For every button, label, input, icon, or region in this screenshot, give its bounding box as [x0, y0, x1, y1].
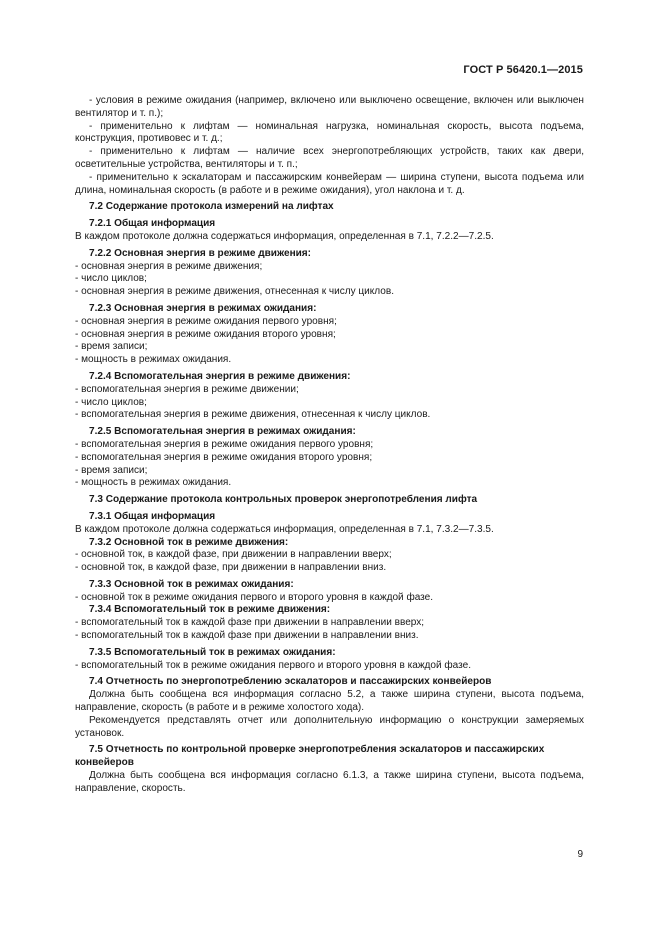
- subsection-heading-7-2-3: 7.2.3 Основная энергия в режимах ожидания:: [89, 302, 317, 314]
- subsection-heading-7-3-3: 7.3.3 Основной ток в режимах ожидания:: [89, 578, 294, 590]
- list-item: - условия в режиме ожидания (например, включено или выключено освещение, включен или выключен вентилятор и т. п.);: [75, 95, 584, 119]
- list-item: - вспомогательный ток в каждой фазе при движении в направлении вверх;: [75, 617, 425, 629]
- document-header: ГОСТ Р 56420.1—2015: [463, 64, 583, 76]
- list-item: - время записи;: [75, 464, 148, 476]
- list-item: - основной ток, в каждой фазе, при движении в направлении вниз.: [75, 562, 387, 574]
- document-body: [75, 95, 584, 796]
- subsection-heading-7-2-2: 7.2.2 Основная энергия в режиме движения:: [89, 247, 312, 259]
- list-item: - основная энергия в режиме движения;: [75, 260, 263, 272]
- section-heading-7-4: 7.4 Отчетность по энергопотреблению эскалаторов и пассажирских конвейеров: [89, 676, 492, 688]
- subsection-heading-7-3-4: 7.3.4 Вспомогательный ток в режиме движения:: [89, 604, 331, 616]
- list-item: - вспомогательная энергия в режиме движения, отнесенная к числу циклов.: [75, 409, 431, 421]
- list-item: - основная энергия в режиме ожидания второго уровня;: [75, 328, 336, 340]
- list-item: - вспомогательная энергия в режиме ожидания первого уровня;: [75, 438, 374, 450]
- list-item: - число циклов;: [75, 273, 147, 285]
- paragraph: Должна быть сообщена вся информация согласно 6.1.3, а также ширина ступени, высота подъема, направление, скорость.: [75, 770, 584, 794]
- list-item: - число циклов;: [75, 396, 147, 408]
- page-number: 9: [577, 849, 583, 860]
- subsection-heading-7-2-4: 7.2.4 Вспомогательная энергия в режиме движения:: [89, 370, 351, 382]
- section-heading-7-5: 7.5 Отчетность по контрольной проверке энергопотребления эскалаторов и пассажирских конвейеров: [75, 744, 545, 769]
- subsection-heading-7-3-1: 7.3.1 Общая информация: [89, 510, 216, 522]
- section-heading-7-2: 7.2 Содержание протокола измерений на лифтах: [89, 201, 334, 213]
- subsection-heading-7-3-2: 7.3.2 Основной ток в режиме движения:: [89, 536, 289, 548]
- subsection-heading-7-2-5: 7.2.5 Вспомогательная энергия в режимах ожидания:: [89, 426, 356, 438]
- paragraph: Должна быть сообщена вся информация согласно 5.2, а также ширина ступени, высота подъема, направление, скорость (в работе и в режиме холостого хода).: [75, 689, 584, 714]
- section-heading-7-3: 7.3 Содержание протокола контрольных проверок энергопотребления лифта: [89, 494, 478, 506]
- paragraph: В каждом протоколе должна содержаться информация, определенная в 7.1, 7.3.2—7.3.5.: [75, 523, 494, 535]
- paragraph: Рекомендуется представлять отчет или дополнительную информацию о конструкции замеряемых установок.: [75, 714, 584, 739]
- list-item: - мощность в режимах ожидания.: [75, 477, 232, 489]
- list-item: - время записи;: [75, 341, 148, 353]
- list-item: - вспомогательный ток в каждой фазе при движении в направлении вниз.: [75, 630, 419, 642]
- paragraph: В каждом протоколе должна содержаться информация, определенная в 7.1, 7.2.2—7.2.5.: [75, 230, 494, 242]
- list-item: - вспомогательная энергия в режиме ожидания второго уровня;: [75, 451, 373, 463]
- subsection-heading-7-2-1: 7.2.1 Общая информация: [89, 218, 216, 230]
- list-item: - основная энергия в режиме движения, отнесенная к числу циклов.: [75, 286, 394, 298]
- list-item: - вспомогательная энергия в режиме движении;: [75, 383, 299, 395]
- list-item: - мощность в режимах ожидания.: [75, 354, 232, 366]
- list-item: - применительно к лифтам — наличие всех энергопотребляющих устройств, таких как двери, осветительные устройства, вентиляторы и т. п.;: [75, 146, 584, 170]
- list-item: - основная энергия в режиме ожидания первого уровня;: [75, 315, 337, 327]
- list-item: - применительно к лифтам — номинальная нагрузка, номинальная скорость, высота подъема, конструкция, противовес и т. д.;: [75, 120, 584, 145]
- subsection-heading-7-3-5: 7.3.5 Вспомогательный ток в режимах ожидания:: [89, 646, 336, 658]
- list-item: - основной ток в режиме ожидания первого и второго уровня в каждой фазе.: [75, 591, 434, 603]
- list-item: - применительно к эскалаторам и пассажирским конвейерам — ширина ступени, высота подъема или длина, номинальная скорость (в работе и в режиме ожидания), угол наклона и т. д.: [75, 171, 584, 196]
- list-item: - вспомогательный ток в режиме ожидания первого и второго уровня в каждой фазе.: [75, 659, 472, 671]
- list-item: - основной ток, в каждой фазе, при движении в направлении вверх;: [75, 549, 392, 561]
